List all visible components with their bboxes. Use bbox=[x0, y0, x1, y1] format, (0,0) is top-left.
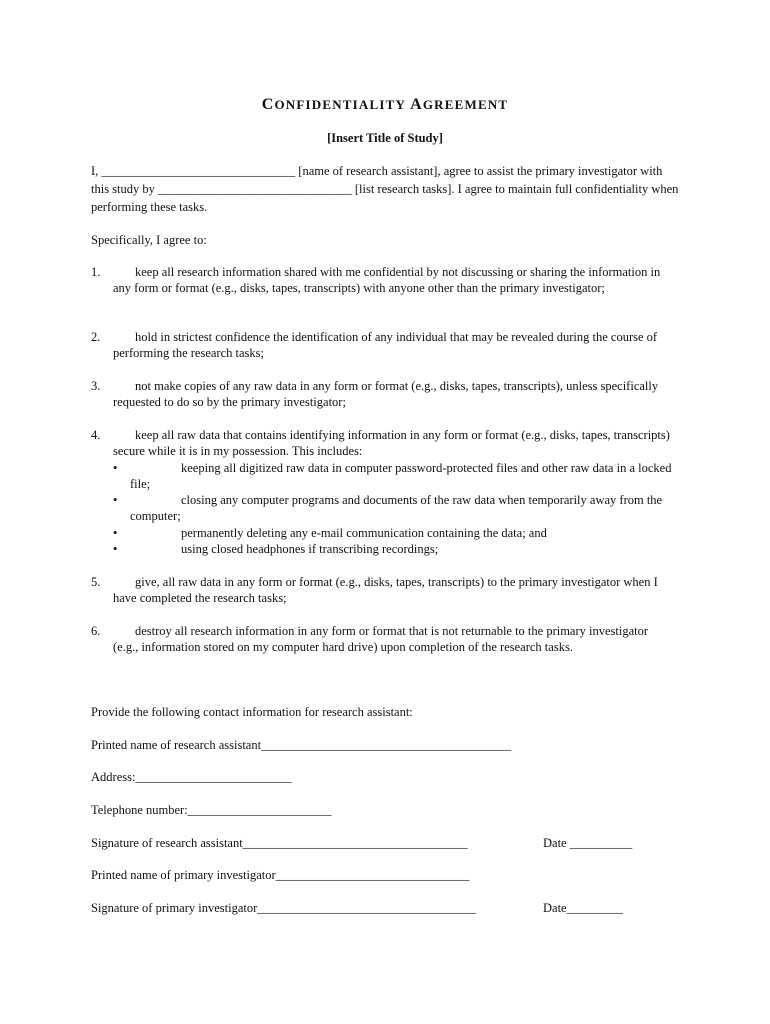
item-text: keep all raw data that contains identifying information in any form or format (e.g., disks, tapes, transcripts) secure while it is in my possession. This includes: bbox=[113, 428, 670, 458]
study-title-placeholder: [Insert Title of Study] bbox=[327, 131, 443, 145]
specifically-heading: Specifically, I agree to: bbox=[91, 233, 207, 247]
bullet-dot: • bbox=[113, 542, 118, 556]
item-number: 3. bbox=[91, 379, 101, 393]
telephone-field[interactable]: Telephone number:_______________________ bbox=[91, 803, 332, 817]
signature-ra-field[interactable]: Signature of research assistant____________________________________ bbox=[91, 836, 468, 850]
list-item bbox=[91, 427, 671, 459]
item-number: 5. bbox=[91, 575, 101, 589]
item-text: give, all raw data in any form or format (e.g., disks, tapes, transcripts) to the primary investigator when I have completed the research tasks; bbox=[113, 575, 658, 605]
date-pi-field[interactable]: Date_________ bbox=[543, 901, 623, 915]
title-initial-c: C bbox=[261, 96, 275, 113]
title-word-confidentiality: ONFIDENTIALITY bbox=[274, 97, 406, 112]
bullet-item bbox=[113, 541, 678, 557]
document-title bbox=[0, 96, 770, 114]
item-number: 2. bbox=[91, 330, 101, 344]
address-field[interactable]: Address:_________________________ bbox=[91, 770, 292, 784]
intro-paragraph: I, _______________________________ [name of research assistant], agree to assist the primary investigator with this study by _______________________________ [list research tasks]. I agree to maintain full confidentiality when performing these tasks. bbox=[91, 164, 679, 214]
item-text: not make copies of any raw data in any form or format (e.g., disks, tapes, transcripts), unless specifically requested to do so by the primary investigator; bbox=[113, 379, 659, 409]
bullet-text: permanently deleting any e-mail communication containing the data; and bbox=[181, 526, 547, 540]
list-item bbox=[91, 574, 671, 606]
bullet-dot: • bbox=[113, 461, 118, 475]
bullet-item bbox=[113, 460, 678, 492]
list-item bbox=[91, 264, 671, 296]
signature-pi-field[interactable]: Signature of primary investigator___________________________________ bbox=[91, 901, 477, 915]
item-number: 1. bbox=[91, 265, 101, 279]
date-ra-field[interactable]: Date __________ bbox=[543, 836, 633, 850]
bullet-dot: • bbox=[113, 526, 118, 540]
title-word-agreement: GREEMENT bbox=[422, 97, 509, 112]
bullet-text: keeping all digitized raw data in computer password-protected files and other raw data in a locked file; bbox=[130, 461, 672, 491]
title-initial-a: A bbox=[410, 96, 423, 113]
bullet-text: using closed headphones if transcribing recordings; bbox=[181, 542, 439, 556]
list-item bbox=[91, 329, 671, 361]
bullet-text: closing any computer programs and documents of the raw data when temporarily away from the computer; bbox=[130, 493, 663, 523]
item-text: keep all research information shared with me confidential by not discussing or sharing the information in any form or format (e.g., disks, tapes, transcripts) with anyone other than the primary investigator; bbox=[113, 265, 661, 295]
printed-name-ra-field[interactable]: Printed name of research assistant________________________________________ bbox=[91, 738, 512, 752]
contact-intro: Provide the following contact information for research assistant: bbox=[91, 705, 413, 719]
bullet-item bbox=[113, 525, 678, 541]
list-item bbox=[91, 623, 671, 655]
item-text: destroy all research information in any form or format that is not returnable to the primary investigator (e.g., information stored on my computer hard drive) upon completion of the research tasks. bbox=[113, 624, 649, 654]
bullet-dot: • bbox=[113, 493, 118, 507]
item-number: 6. bbox=[91, 624, 101, 638]
item-number: 4. bbox=[91, 428, 101, 442]
printed-name-pi-field[interactable]: Printed name of primary investigator_______________________________ bbox=[91, 868, 470, 882]
bullet-item bbox=[113, 492, 678, 524]
list-item bbox=[91, 378, 671, 410]
item-text: hold in strictest confidence the identification of any individual that may be revealed during the course of performing the research tasks; bbox=[113, 330, 658, 360]
